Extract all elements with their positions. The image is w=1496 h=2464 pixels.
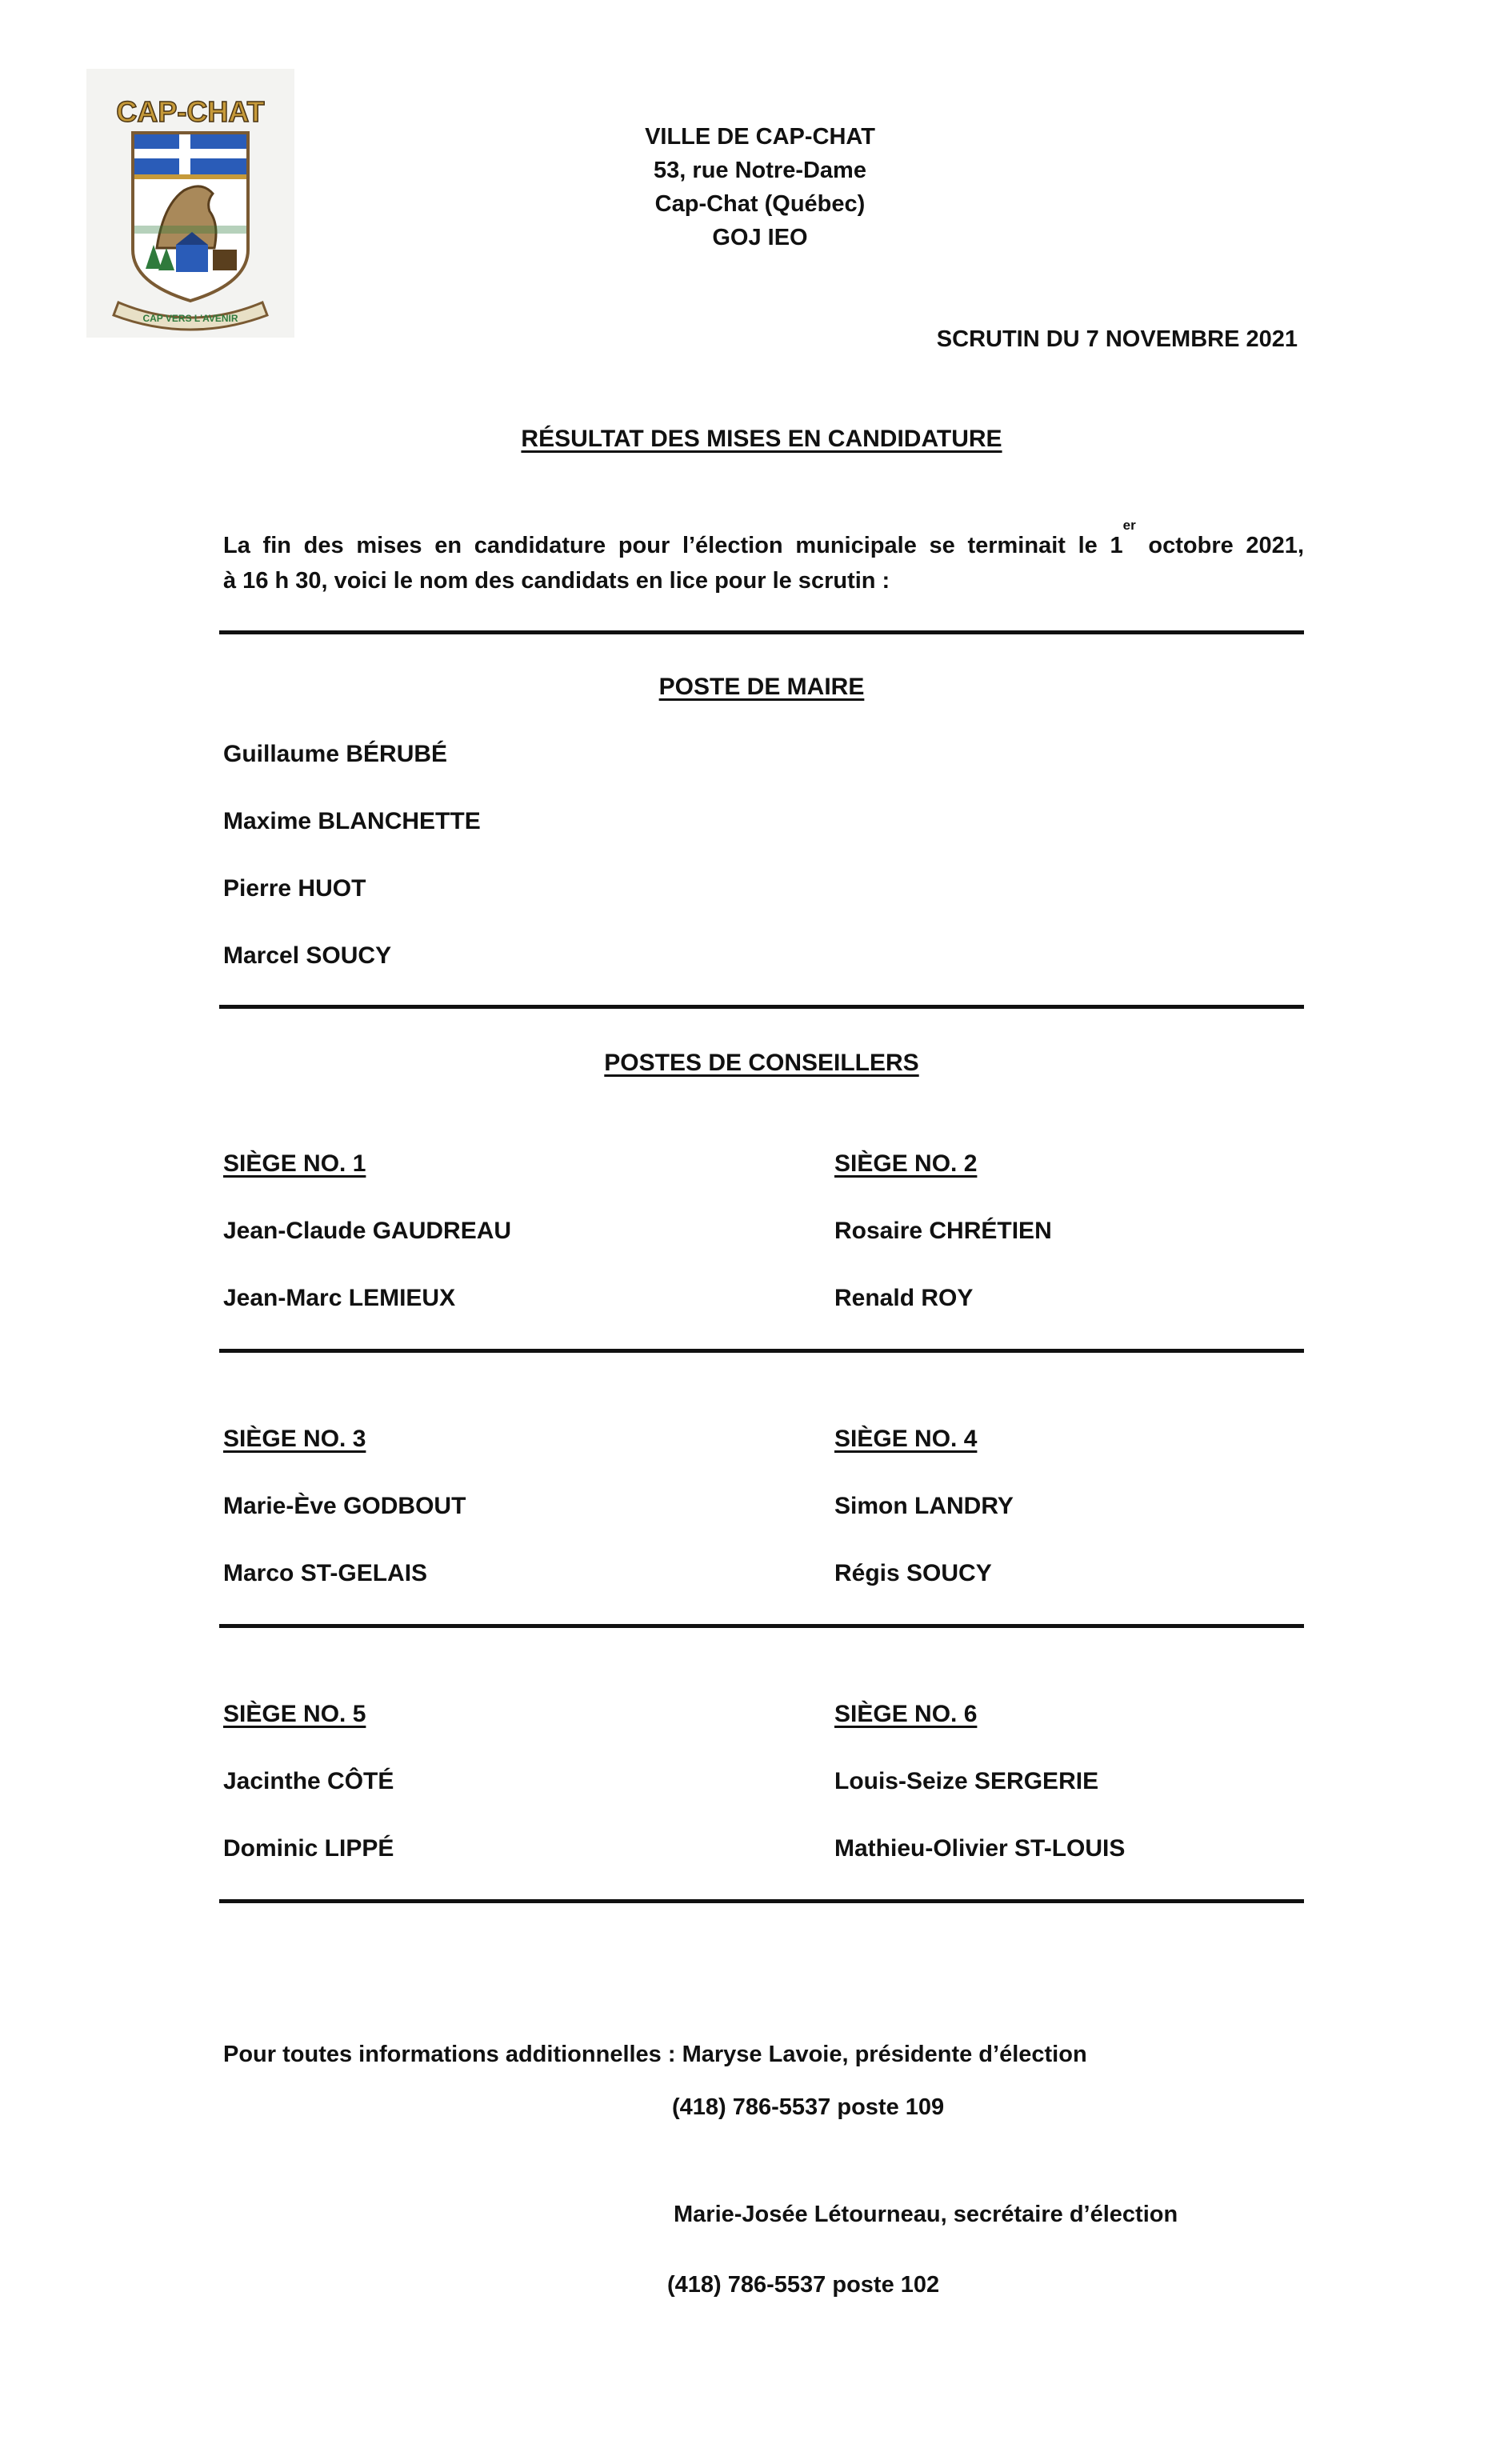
mayor-candidate: Maxime BLANCHETTE — [223, 808, 481, 834]
city-province: Cap-Chat (Québec) — [654, 191, 866, 217]
divider — [219, 1624, 1304, 1628]
seat-1-candidate: Jean-Marc LEMIEUX — [223, 1285, 456, 1311]
coat-of-arms-icon — [86, 69, 294, 338]
divider — [219, 1899, 1304, 1903]
mayor-heading-text: POSTE DE MAIRE — [658, 674, 865, 700]
seat-2-candidate: Rosaire CHRÉTIEN — [834, 1218, 1052, 1244]
mayor-candidate: Marcel SOUCY — [223, 942, 392, 969]
seat-5-candidate: Dominic LIPPÉ — [223, 1835, 394, 1862]
seat-1-label — [223, 1150, 366, 1178]
city-name: VILLE DE CAP-CHAT — [645, 124, 875, 150]
logo-motto-text: CAP VERS L'AVENIR — [142, 313, 238, 324]
secretary-name: Marie-Josée Létourneau, secrétaire d’élection — [674, 2202, 1178, 2227]
intro-line-2: à 16 h 30, voici le nom des candidats en lice pour le scrutin : — [223, 568, 890, 594]
divider — [219, 1349, 1304, 1353]
logo-name-text: CAP-CHAT — [116, 95, 265, 128]
president-phone: (418) 786-5537 poste 109 — [672, 2094, 945, 2120]
seat-4-label — [834, 1426, 977, 1453]
seat-label-text: SIÈGE NO. 6 — [834, 1701, 978, 1727]
secretary-phone: (418) 786-5537 poste 102 — [667, 2272, 940, 2298]
seat-label-text: SIÈGE NO. 3 — [223, 1426, 366, 1452]
intro-paragraph — [223, 518, 1304, 598]
seat-4-candidate: Régis SOUCY — [834, 1560, 992, 1586]
seat-6-candidate: Mathieu-Olivier ST-LOUIS — [834, 1835, 1126, 1862]
seat-1-candidate: Jean-Claude GAUDREAU — [223, 1218, 512, 1244]
postal-code: GOJ IEO — [712, 225, 808, 250]
city-address-block — [520, 120, 1000, 254]
page-title — [360, 426, 1163, 453]
divider — [219, 1005, 1304, 1009]
seat-3-label — [223, 1426, 366, 1453]
mayor-candidate: Pierre HUOT — [223, 875, 366, 902]
seat-label-text: SIÈGE NO. 5 — [223, 1701, 366, 1727]
street-address: 53, rue Notre-Dame — [654, 158, 866, 183]
seat-6-candidate: Louis-Seize SERGERIE — [834, 1768, 1099, 1794]
seat-3-candidate: Marco ST-GELAIS — [223, 1560, 428, 1586]
divider — [219, 630, 1304, 634]
intro-line-1 — [223, 518, 1304, 563]
councillors-heading — [219, 1050, 1304, 1077]
seat-2-candidate: Renald ROY — [834, 1285, 974, 1311]
intro-text-b: octobre 2021, — [1135, 533, 1304, 558]
mayor-heading — [219, 674, 1304, 701]
seat-2-label — [834, 1150, 977, 1178]
intro-text-a: La fin des mises en candidature pour l’élection municipale se terminait le 1 — [223, 533, 1123, 558]
seat-label-text: SIÈGE NO. 2 — [834, 1150, 978, 1177]
councillors-heading-text: POSTES DE CONSEILLERS — [604, 1050, 919, 1076]
mayor-candidate: Guillaume BÉRUBÉ — [223, 741, 448, 767]
seat-4-candidate: Simon LANDRY — [834, 1493, 1014, 1519]
intro-superscript: er — [1122, 518, 1136, 533]
contact-info-line: Pour toutes informations additionnelles : Maryse Lavoie, présidente d’élection — [223, 2042, 1087, 2067]
seat-label-text: SIÈGE NO. 4 — [834, 1426, 978, 1452]
seat-3-candidate: Marie-Ève GODBOUT — [223, 1493, 466, 1519]
city-logo — [86, 69, 294, 338]
seat-label-text: SIÈGE NO. 1 — [223, 1150, 366, 1177]
seat-6-label — [834, 1701, 977, 1728]
page-title-text: RÉSULTAT DES MISES EN CANDIDATURE — [521, 426, 1002, 452]
seat-5-candidate: Jacinthe CÔTÉ — [223, 1768, 394, 1794]
seat-5-label — [223, 1701, 366, 1728]
election-date: SCRUTIN DU 7 NOVEMBRE 2021 — [936, 326, 1298, 352]
